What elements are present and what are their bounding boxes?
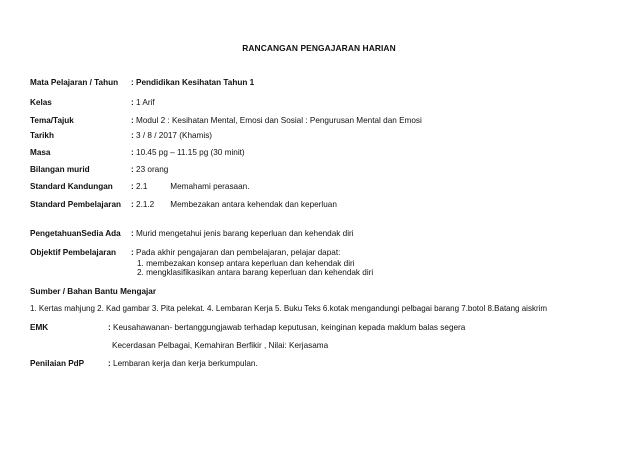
value-text: Memahami perasaan. (170, 182, 250, 191)
value-text: Pendidikan Kesihatan Tahun 1 (136, 78, 255, 87)
value-text: Murid mengetahui jenis barang keperluan dan kehendak diri (136, 229, 354, 238)
row-label-masa: Masa (30, 148, 51, 157)
colon: : (131, 116, 134, 125)
row-value-pengetahuan-sedia-ada (131, 229, 354, 238)
emk-value (108, 323, 465, 332)
sumber-heading: Sumber / Bahan Bantu Mengajar (30, 287, 157, 296)
colon: : (131, 229, 134, 238)
value-text: Membezakan antara kehendak dan keperluan (170, 200, 337, 209)
row-label-kelas: Kelas (30, 98, 52, 107)
row-value-objektif (131, 248, 340, 257)
emk-label: EMK (30, 323, 49, 332)
row-value-mata-pelajaran (131, 78, 254, 87)
row-value-masa (131, 148, 245, 157)
value-text: Modul 2 : Kesihatan Mental, Emosi dan Sosial : Pengurusan Mental dan Emosi (136, 116, 422, 125)
colon: : (131, 148, 134, 157)
document-title: RANCANGAN PENGAJARAN HARIAN (242, 43, 396, 53)
penilaian-label: Penilaian PdP (30, 359, 85, 368)
colon: : (108, 359, 111, 368)
row-value-tema (131, 116, 422, 125)
code-text: 2.1.2 (136, 200, 155, 209)
colon: : (131, 78, 134, 87)
sumber-list: 1. Kertas mahjung 2. Kad gambar 3. Pita pelekat. 4. Lembaran Kerja 5. Buku Teks 6.kotak mengandungi pelbagai barang 7.botol 8.Batang aiskrim (30, 304, 548, 313)
colon: : (131, 98, 134, 107)
colon: : (131, 165, 134, 174)
row-label-standard-kandungan: Standard Kandungan (30, 182, 113, 191)
row-value-standard-kandungan (131, 182, 249, 191)
value-text: 10.45 pg – 11.15 pg (30 minit) (136, 148, 245, 157)
row-value-kelas (131, 98, 155, 107)
value-text: 23 orang (136, 165, 169, 174)
colon: : (131, 182, 134, 191)
row-label-objektif: Objektif Pembelajaran (30, 248, 117, 257)
row-value-standard-pembelajaran (131, 200, 337, 209)
emk-value-line2: Kecerdasan Pelbagai, Kemahiran Berfikir , Nilai: Kerjasama (112, 341, 329, 350)
value-text: Keusahawanan- bertanggungjawab terhadap keputusan, keinginan kepada maklum balas segera (113, 323, 466, 332)
row-label-tarikh: Tarikh (30, 131, 54, 140)
objectives-list (131, 259, 373, 278)
colon: : (131, 248, 134, 257)
row-label-bilangan-murid: Bilangan murid (30, 165, 90, 174)
colon: : (131, 200, 134, 209)
row-label-standard-pembelajaran: Standard Pembelajaran (30, 200, 122, 209)
row-value-bilangan-murid (131, 165, 168, 174)
value-text: Pada akhir pengajaran dan pembelajaran, pelajar dapat: (136, 248, 341, 257)
row-label-pengetahuan-sedia-ada: PengetahuanSedia Ada (30, 229, 121, 238)
list-item: 2. mengklasifikasikan antara barang keperluan dan kehendak diri (137, 268, 374, 278)
value-text: Lembaran kerja dan kerja berkumpulan. (113, 359, 258, 368)
row-label-mata-pelajaran: Mata Pelajaran / Tahun (30, 78, 119, 87)
penilaian-value (108, 359, 258, 368)
value-text: 1 Arif (136, 98, 155, 107)
colon: : (108, 323, 111, 332)
list-item: 1. membezakan konsep antara keperluan dan kehendak diri (137, 259, 355, 268)
row-value-tarikh (131, 131, 212, 140)
colon: : (131, 131, 134, 140)
row-label-tema: Tema/Tajuk (30, 116, 74, 125)
code-text: 2.1 (136, 182, 148, 191)
value-text: 3 / 8 / 2017 (Khamis) (136, 131, 213, 140)
